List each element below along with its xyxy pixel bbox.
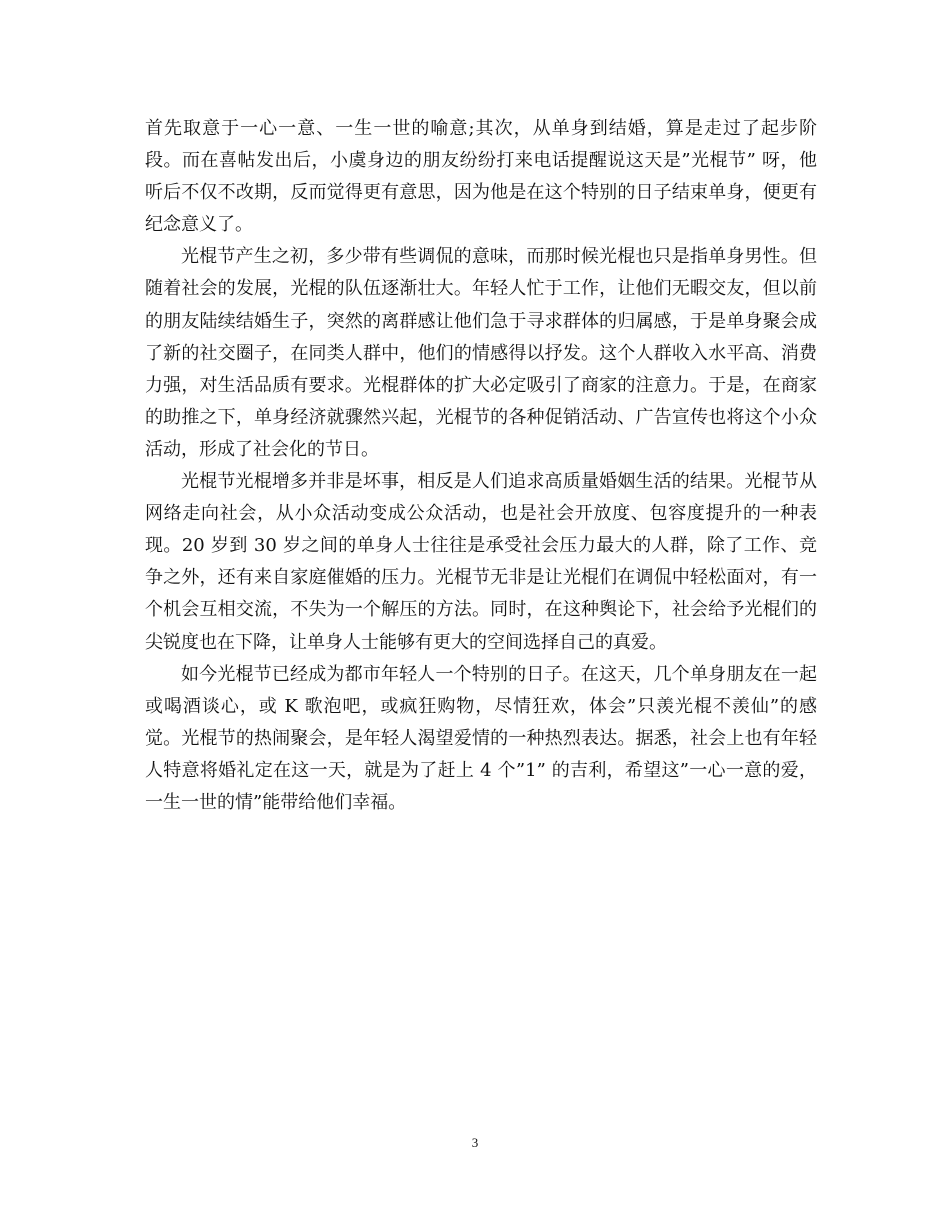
page-number: 3 (471, 1135, 479, 1150)
paragraph-4: 如今光棍节已经成为都市年轻人一个特别的日子。在这天，几个单身朋友在一起或喝酒谈心，或 K 歌泡吧，或疯狂购物，尽情狂欢，体会”只羡光棍不羡仙”的感觉。光棍节的热闹聚会，是年轻人渴望爱情的一种热烈表达。据悉，社会上也有年轻人特意将婚礼定在这一天，就是为了赶上 4 个”1” 的吉利，希望这”一心一意的爱，一生一世的情”能带给他们幸福。 (145, 663, 817, 813)
paragraph-2: 光棍节产生之初，多少带有些调侃的意味，而那时候光棍也只是指单身男性。但随着社会的发展，光棍的队伍逐渐壮大。年轻人忙于工作，让他们无暇交友，但以前的朋友陆续结婚生子，突然的离群感让他们急于寻求群体的归属感，于是单身聚会成了新的社交圈子，在同类人群中，他们的情感得以抒发。这个人群收入水平高、消费力强，对生活品质有要求。光棍群体的扩大必定吸引了商家的注意力。于是，在商家的助推之下，单身经济就骤然兴起，光棍节的各种促销活动、广告宣传也将这个小众活动，形成了社会化的节日。 (145, 246, 817, 460)
body-text (145, 113, 817, 819)
paragraph-3: 光棍节光棍增多并非是坏事，相反是人们追求高质量婚姻生活的结果。光棍节从网络走向社会，从小众活动变成公众活动，也是社会开放度、包容度提升的一种表现。20 岁到 30 岁之间的单身人士往往是承受社会压力最大的人群，除了工作、竞争之外，还有来自家庭催婚的压力。光棍节无非是让光棍们在调侃中轻松面对，有一个机会互相交流，不失为一个解压的方法。同时，在这种舆论下，社会给予光棍们的尖锐度也在下降，让单身人士能够有更大的空间选择自己的真爱。 (145, 471, 817, 653)
paragraph-1: 首先取意于一心一意、一生一世的喻意;其次，从单身到结婚，算是走过了起步阶段。而在喜帖发出后，小虞身边的朋友纷纷打来电话提醒说这天是”光棍节” 呀，他听后不仅不改期，反而觉得更有意思，因为他是在这个特别的日子结束单身，便更有纪念意义了。 (145, 118, 817, 236)
